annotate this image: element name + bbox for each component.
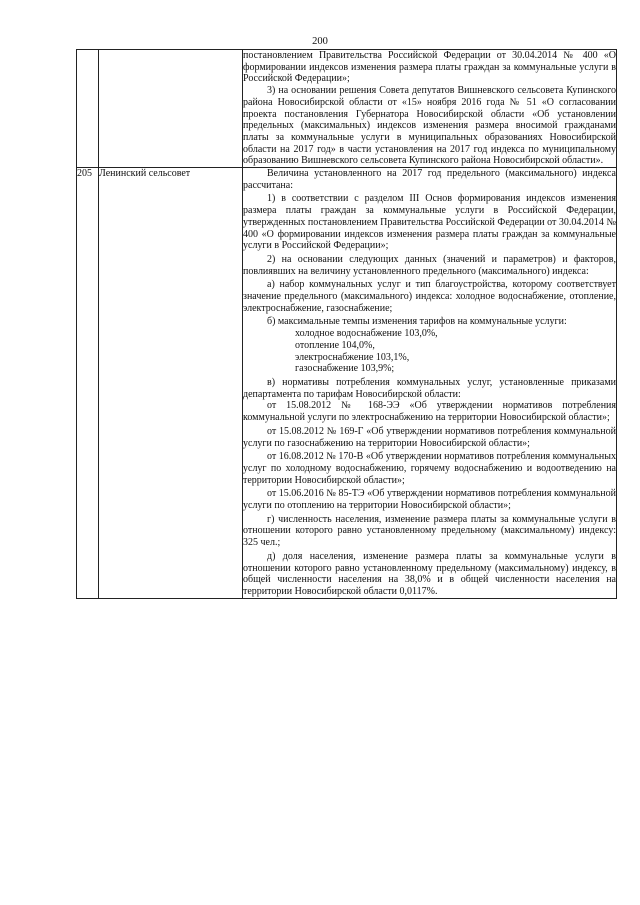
description-paragraph: электроснабжение 103,1%, <box>295 351 410 363</box>
table-row <box>77 50 617 168</box>
description-paragraph: газоснабжение 103,9%; <box>295 363 395 375</box>
description-paragraph: 2) на основании следующих данных (значений и параметров) и факторов, повлиявших на величину установленного предельного (максимального) индекса: <box>243 253 616 277</box>
municipality-name-cell <box>99 50 243 168</box>
description-cell <box>243 50 617 168</box>
description-paragraph: б) максимальные темпы изменения тарифов на коммунальные услуги: <box>267 316 567 328</box>
description-paragraph: от 15.06.2016 № 85-ТЭ «Об утверждении нормативов потребления коммунальной услуги по отоплению на территории Новосибирской области»; <box>243 488 616 512</box>
description-paragraph: а) набор коммунальных услуг и тип благоустройства, которому соответствует значение предельного (максимального) индекса: холодное водоснабжение, отопление, электроснабжение, газоснабжение; <box>243 279 616 314</box>
table-row <box>77 168 617 599</box>
row-number-cell: 205 <box>77 168 99 599</box>
document-table <box>76 49 617 599</box>
description-paragraph: отопление 104,0%, <box>295 339 375 351</box>
description-paragraph: г) численность населения, изменение размера платы за коммунальные услуги в отношении которого равно установленному предельному (максимальному) индексу: 325 чел.; <box>243 513 616 549</box>
page-number: 200 <box>312 36 328 47</box>
description-paragraph: в) нормативы потребления коммунальных услуг, установленные приказами департамента по тарифам Новосибирской области: <box>243 376 616 400</box>
description-paragraph: 1) в соответствии с разделом III Основ формирования индексов изменения размера платы граждан за коммунальные услуги в Российской Федерации, утвержденных постановлением Правительства Российской Федерации от 30.04.2014 № 400 «О формировании индексов изменения размера платы граждан за коммунальные услуги в Российской Федерации»; <box>243 193 616 252</box>
municipality-name-cell: Ленинский сельсовет <box>99 168 243 599</box>
row-number-cell <box>77 50 99 168</box>
description-cell <box>243 168 617 599</box>
description-paragraph: от 16.08.2012 № 170-В «Об утверждении нормативов потребления коммунальных услуг по холодному водоснабжению, горячему водоснабжению и водоотведению на территории Новосибирской области»; <box>243 451 616 486</box>
description-paragraph: холодное водоснабжение 103,0%, <box>295 328 438 340</box>
description-paragraph: д) доля населения, изменение размера платы за коммунальные услуги в отношении которого равно установленному предельному (максимальному) индексу, в общей численности населения на 38,0% и в общей численности населения на территории Новосибирской области 0,0117%. <box>243 550 616 597</box>
description-paragraph: от 15.08.2012 № 169-Г «Об утверждении нормативов потребления коммунальной услуги по газоснабжению на территории Новосибирской области»; <box>243 425 616 449</box>
description-paragraph: постановлением Правительства Российской Федерации от 30.04.2014 № 400 «О формировании индексов изменения размера платы граждан за коммунальные услуги в Российской Федерации»; <box>243 50 616 85</box>
description-paragraph: от 15.08.2012 № 168-ЭЭ «Об утверждении нормативов потребления коммунальной услуги по электроснабжению на территории Новосибирской области»; <box>243 400 616 424</box>
description-paragraph: Величина установленного на 2017 год предельного (максимального) индекса рассчитана: <box>243 168 616 191</box>
description-paragraph: 3) на основании решения Совета депутатов Вишневского сельсовета Купинского района Новосибирской области от «15» ноября 2016 года № 51 «О согласовании проекта постановления Губернатора Новосибирской области «Об установлении предельных (максимальных) индексов изменения размера вносимой гражданами платы за коммунальные услуги в муниципальных образованиях Новосибирской области на 2017 год» в части установления на 2017 год индекса по муниципальному образованию Вишневского сельсовета Купинского района Новосибирской области». <box>243 85 616 167</box>
